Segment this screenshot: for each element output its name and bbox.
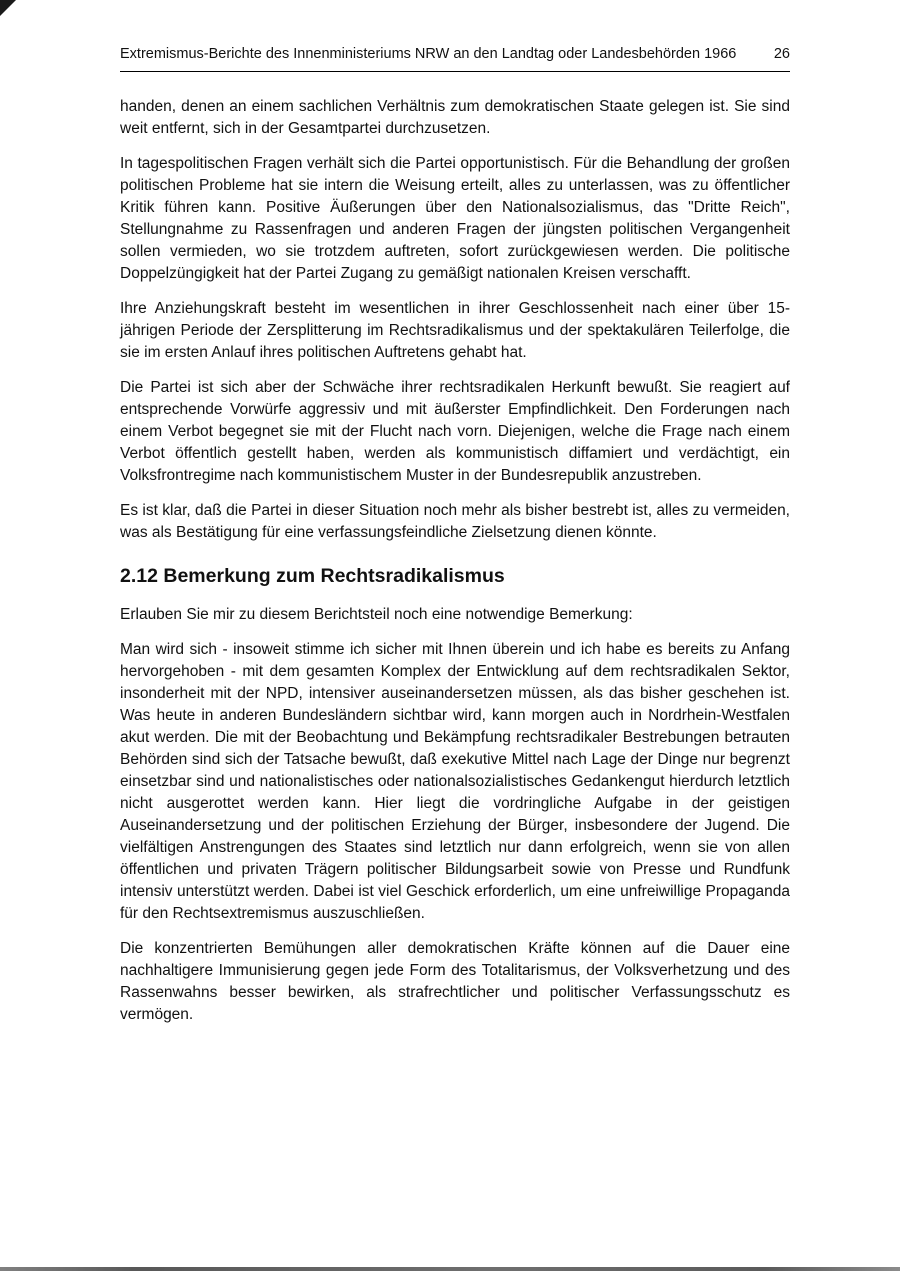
section-heading: 2.12 Bemerkung zum Rechtsradikalismus (120, 565, 505, 587)
paragraph: In tagespolitischen Fragen verhält sich die Partei opportunistisch. Für die Behandlung der großen politischen Probleme hat sie intern die Weisung erteilt, alles zu unterlassen, was zu öffentlicher Kritik führen kann. Positive Äußerungen über den Nationalsozialismus, das "Dritte Reich", Stellungnahme zu Rassenfragen und anderen Fragen der jüngsten politischen Vergangenheit sollen vermieden, wo sie trotzdem auftreten, sofort zurückgewiesen werden. Die politische Doppelzüngigkeit hat der Partei Zugang zu gemäßigt nationalen Kreisen verschafft. (120, 155, 790, 282)
document-body (120, 96, 790, 1039)
scan-corner-artifact (0, 0, 16, 16)
paragraph: Es ist klar, daß die Partei in dieser Situation noch mehr als bisher bestrebt ist, alles zu vermeiden, was als Bestätigung für eine verfassungsfeindliche Zielsetzung dienen könnte. (120, 502, 790, 541)
paragraph: Die konzentrierten Bemühungen aller demokratischen Kräfte können auf die Dauer eine nachhaltigere Immunisierung gegen jede Form des Totalitarismus, der Volksverhetzung und des Rassenwahns besser bewirken, als strafrechtlicher und politischer Verfassungsschutz es vermögen. (120, 940, 790, 1023)
paragraph: Ihre Anziehungskraft besteht im wesentlichen in ihrer Geschlossenheit nach einer über 15-jährigen Periode der Zersplitterung im Rechtsradikalismus und der spektakulären Teilerfolge, die sie im ersten Anlauf ihres politischen Auftretens gehabt hat. (120, 300, 790, 361)
paragraph: Erlauben Sie mir zu diesem Berichtsteil noch eine notwendige Bemerkung: (120, 606, 633, 623)
running-header-title: Extremismus-Berichte des Innenministeriums NRW an den Landtag oder Landesbehörden 1966 (120, 46, 737, 62)
paragraph: Man wird sich - insoweit stimme ich sicher mit Ihnen überein und ich habe es bereits zu Anfang hervorgehoben - mit dem gesamten Komplex der Entwicklung auf dem rechtsradikalen Sektor, insonderheit mit der NPD, intensiver auseinandersetzen müssen, als das bisher geschehen ist. Was heute in anderen Bundesländern sichtbar wird, kann morgen auch in Nordrhein-Westfalen akut werden. Die mit der Beobachtung und Bekämpfung rechtsradikaler Bestrebungen betrauten Behörden sind sich der Tatsache bewußt, daß exekutive Mittel nach Lage der Dinge nur begrenzt einsetzbar sind und nationalistisches oder nationalsozialistisches Gedankengut hierdurch letztlich nicht ausgerottet werden kann. Hier liegt die vordringliche Aufgabe in der geistigen Auseinandersetzung und der politischen Erziehung der Bürger, insbesondere der Jugend. Die vielfältigen Anstrengungen des Staates sind letztlich nur dann erfolgreich, wenn sie von allen öffentlichen und privaten Trägern politischer Bildungsarbeit sowie von Presse und Rundfunk intensiv unterstützt werden. Dabei ist viel Geschick erforderlich, um eine unfreiwillige Propaganda für den Rechtsextremismus auszuschließen. (120, 641, 790, 922)
paragraph: handen, denen an einem sachlichen Verhältnis zum demokratischen Staate gelegen ist. Sie sind weit entfernt, sich in der Gesamtpartei durchzusetzen. (120, 98, 790, 137)
page-number: 26 (773, 46, 790, 62)
scan-bottom-artifact (0, 1267, 900, 1271)
running-header (120, 44, 790, 72)
paragraph: Die Partei ist sich aber der Schwäche ihrer rechtsradikalen Herkunft bewußt. Sie reagiert auf entsprechende Vorwürfe aggressiv und mit äußerster Empfindlichkeit. Den Forderungen nach einem Verbot begegnet sie mit der Flucht nach vorn. Diejenigen, welche die Frage nach einem Verbot öffentlich gestellt haben, werden als kommunistisch diffamiert und verdächtigt, ein Volksfrontregime nach kommunistischem Muster in der Bundesrepublik anzustreben. (120, 379, 790, 484)
